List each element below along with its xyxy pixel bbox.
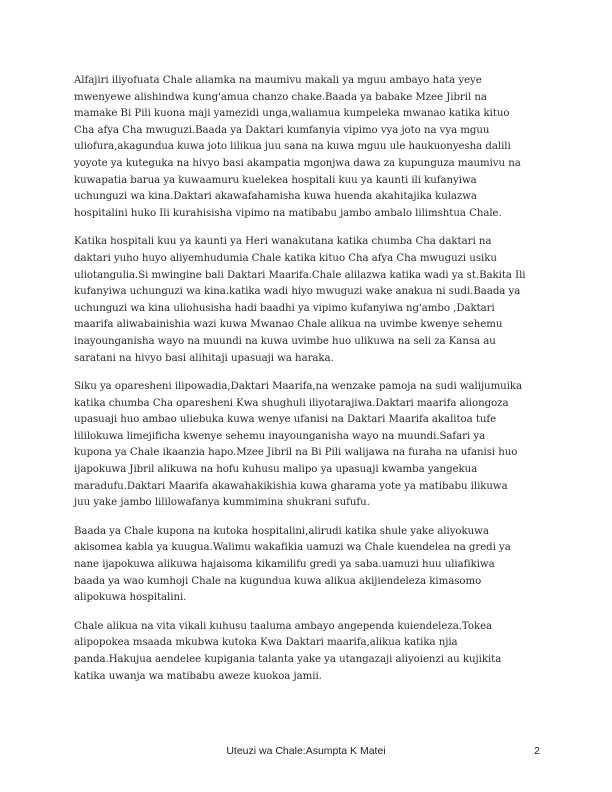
document-body <box>74 73 544 697</box>
page-number: 2 <box>534 745 540 757</box>
footer-title: Uteuzi wa Chale:Asumpta K Matei <box>226 745 386 757</box>
paragraph-2: Katika hospitali kuu ya kaunti ya Heri wanakutana katika chumba Cha daktari na daktari yuho huyo aliyemhudumia Chale katika kituo Cha afya Cha mwuguzi usiku uliotangulia.Si mwingine bali Daktari Maarifa.Chale alilazwa katika wadi ya st.Bakita Ili kufanyiwa uchunguzi wa kina.katika wadi hiyo mwuguzi wake anakua ni sudi.Baada ya uchunguzi wa kina uliohusisha hadi baadhi ya vipimo kufanyiwa ng'ambo ,Daktari maarifa aliwabainishia wazi kuwa Mwanao Chale alikua na uvimbe kwenye sehemu inayounganisha wayo na muundi na kuwa uvimbe huo ulikuwa na seli za Kansa au saratani na hivyo basi alihitaji upasuaji wa haraka. <box>74 236 526 364</box>
paragraph-5: Chale alikua na vita vikali kuhusu taaluma ambayo angependa kuiendeleza.Tokea alipopokea msaada mkubwa kutoka Kwa Daktari maarifa,alikua katika njia panda.Hakujua aendelee kupigania talanta yake ya utangazaji aliyoienzi au kujikita katika uwanja wa matibabu aweze kuokoa jamii. <box>74 620 502 682</box>
paragraph-1: Alfajiri iliyofuata Chale aliamka na maumivu makali ya mguu ambayo hata yeye mwenyewe alishindwa kung'amua chanzo chake.Baada ya babake Mzee Jibril na mamake Bi Pili kuona maji yamezidi unga,waliamua kumpeleka mwanao katika kituo Cha afya Cha mwuguzi.Baada ya Daktari kumfanyia vipimo vya joto na vya mguu uliofura,akagundua kuwa joto lilikua juu sana na kuwa mguu ule haukuonyesha dalili yoyote ya kuteguka na hivyo basi akampatia mgonjwa dawa za kupunguza maumivu na kuwapatia barua ya kuwaamuru kuelekea hospitali kuu ya kaunti ili kufanyiwa uchunguzi wa kina.Daktari akawafahamisha kuwa huenda akahitajika kulazwa hospitalini huko Ili kurahisisha vipimo na matibabu jambo ambalo lilimshtua Chale. <box>74 75 521 219</box>
paragraph-3: Siku ya oparesheni ilipowadia,Daktari Maarifa,na wenzake pamoja na sudi walijumuika katika chumba Cha oparesheni Kwa shughuli iliyotarajiwa.Daktari maarifa aliongoza upasuaji huo ambao uliebuka kuwa wenye ufanisi na Daktari Maarifa akalitoa tufe lililokuwa limejificha kwenye sehemu inayounganisha wayo na muundi.Safari ya kupona ya Chale ikaanzia hapo.Mzee Jibril na Bi Pili walijawa na furaha na ufanisi huo ijapokuwa Jibril alikuwa na hofu kuhusu malipo ya upasuaji kwamba yangekua maradufu.Daktari Maarifa akawahakikishia kuwa gharama yote ya matibabu ilikuwa juu yake jambo lililowafanya kummimina shukrani sufufu. <box>74 381 523 509</box>
paragraph-4: Baada ya Chale kupona na kutoka hospitalini,alirudi katika shule yake aliyokuwa akisomea kabla ya kuugua.Walimu wakafikia uamuzi wa Chale kuendelea na gredi ya nane ijapokuwa alikuwa hajaisoma kikamilifu gredi ya saba.uamuzi huu uliafikiwa baada ya wao kumhoji Chale na kugundua kuwa alikua akijiendeleza kimasomo alipokuwa hospitalini. <box>74 525 511 604</box>
